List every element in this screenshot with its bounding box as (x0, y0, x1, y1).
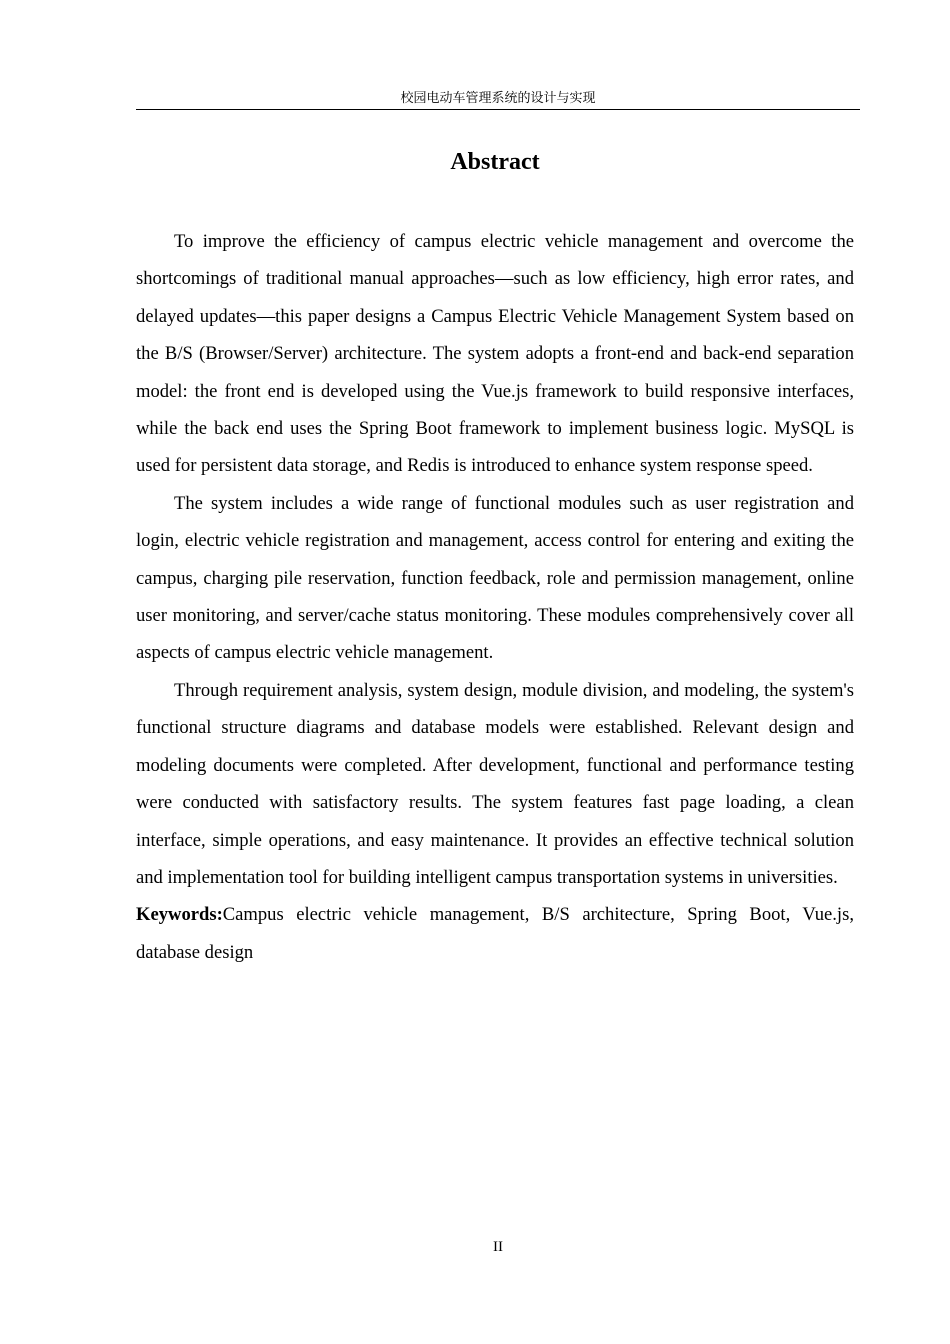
keywords-label: Keywords: (136, 904, 223, 926)
abstract-title: Abstract (450, 149, 540, 175)
abstract-paragraph-2: The system includes a wide range of functional modules such as user registration and login, electric vehicle registration and management, access control for entering and exiting the campus, charging pile reservation, function feedback, role and permission management, online user monitoring, and server/cache status monitoring. These modules comprehensively cover all aspects of campus electric vehicle management. (136, 492, 854, 664)
running-header: 校园电动车管理系统的设计与实现 (400, 91, 596, 106)
abstract-paragraph-1: To improve the efficiency of campus electric vehicle management and overcome the shortcomings of traditional manual approaches—such as low efficiency, high error rates, and delayed updates—this paper designs a Campus Electric Vehicle Management System based on the B/S (Browser/Server) architecture. The system adopts a front-end and back-end separation model: the front end is developed using the Vue.js framework to build responsive interfaces, while the back end uses the Spring Boot framework to implement business logic. MySQL is used for persistent data storage, and Redis is introduced to enhance system response speed. (136, 231, 854, 477)
abstract-paragraph-3: Through requirement analysis, system design, module division, and modeling, the system's functional structure diagrams and database models were established. Relevant design and modeling documents were completed. After development, functional and performance testing were conducted with satisfactory results. The system features fast page loading, a clean interface, simple operations, and easy maintenance. It provides an effective technical solution and implementation tool for building intelligent campus transportation systems in universities. (136, 679, 854, 888)
abstract-body (136, 223, 854, 971)
page-number: II (493, 1239, 503, 1255)
keywords-text: Campus electric vehicle management, B/S architecture, Spring Boot, Vue.js, database design (136, 904, 854, 963)
header-divider (136, 109, 860, 110)
keywords-line (136, 896, 854, 971)
